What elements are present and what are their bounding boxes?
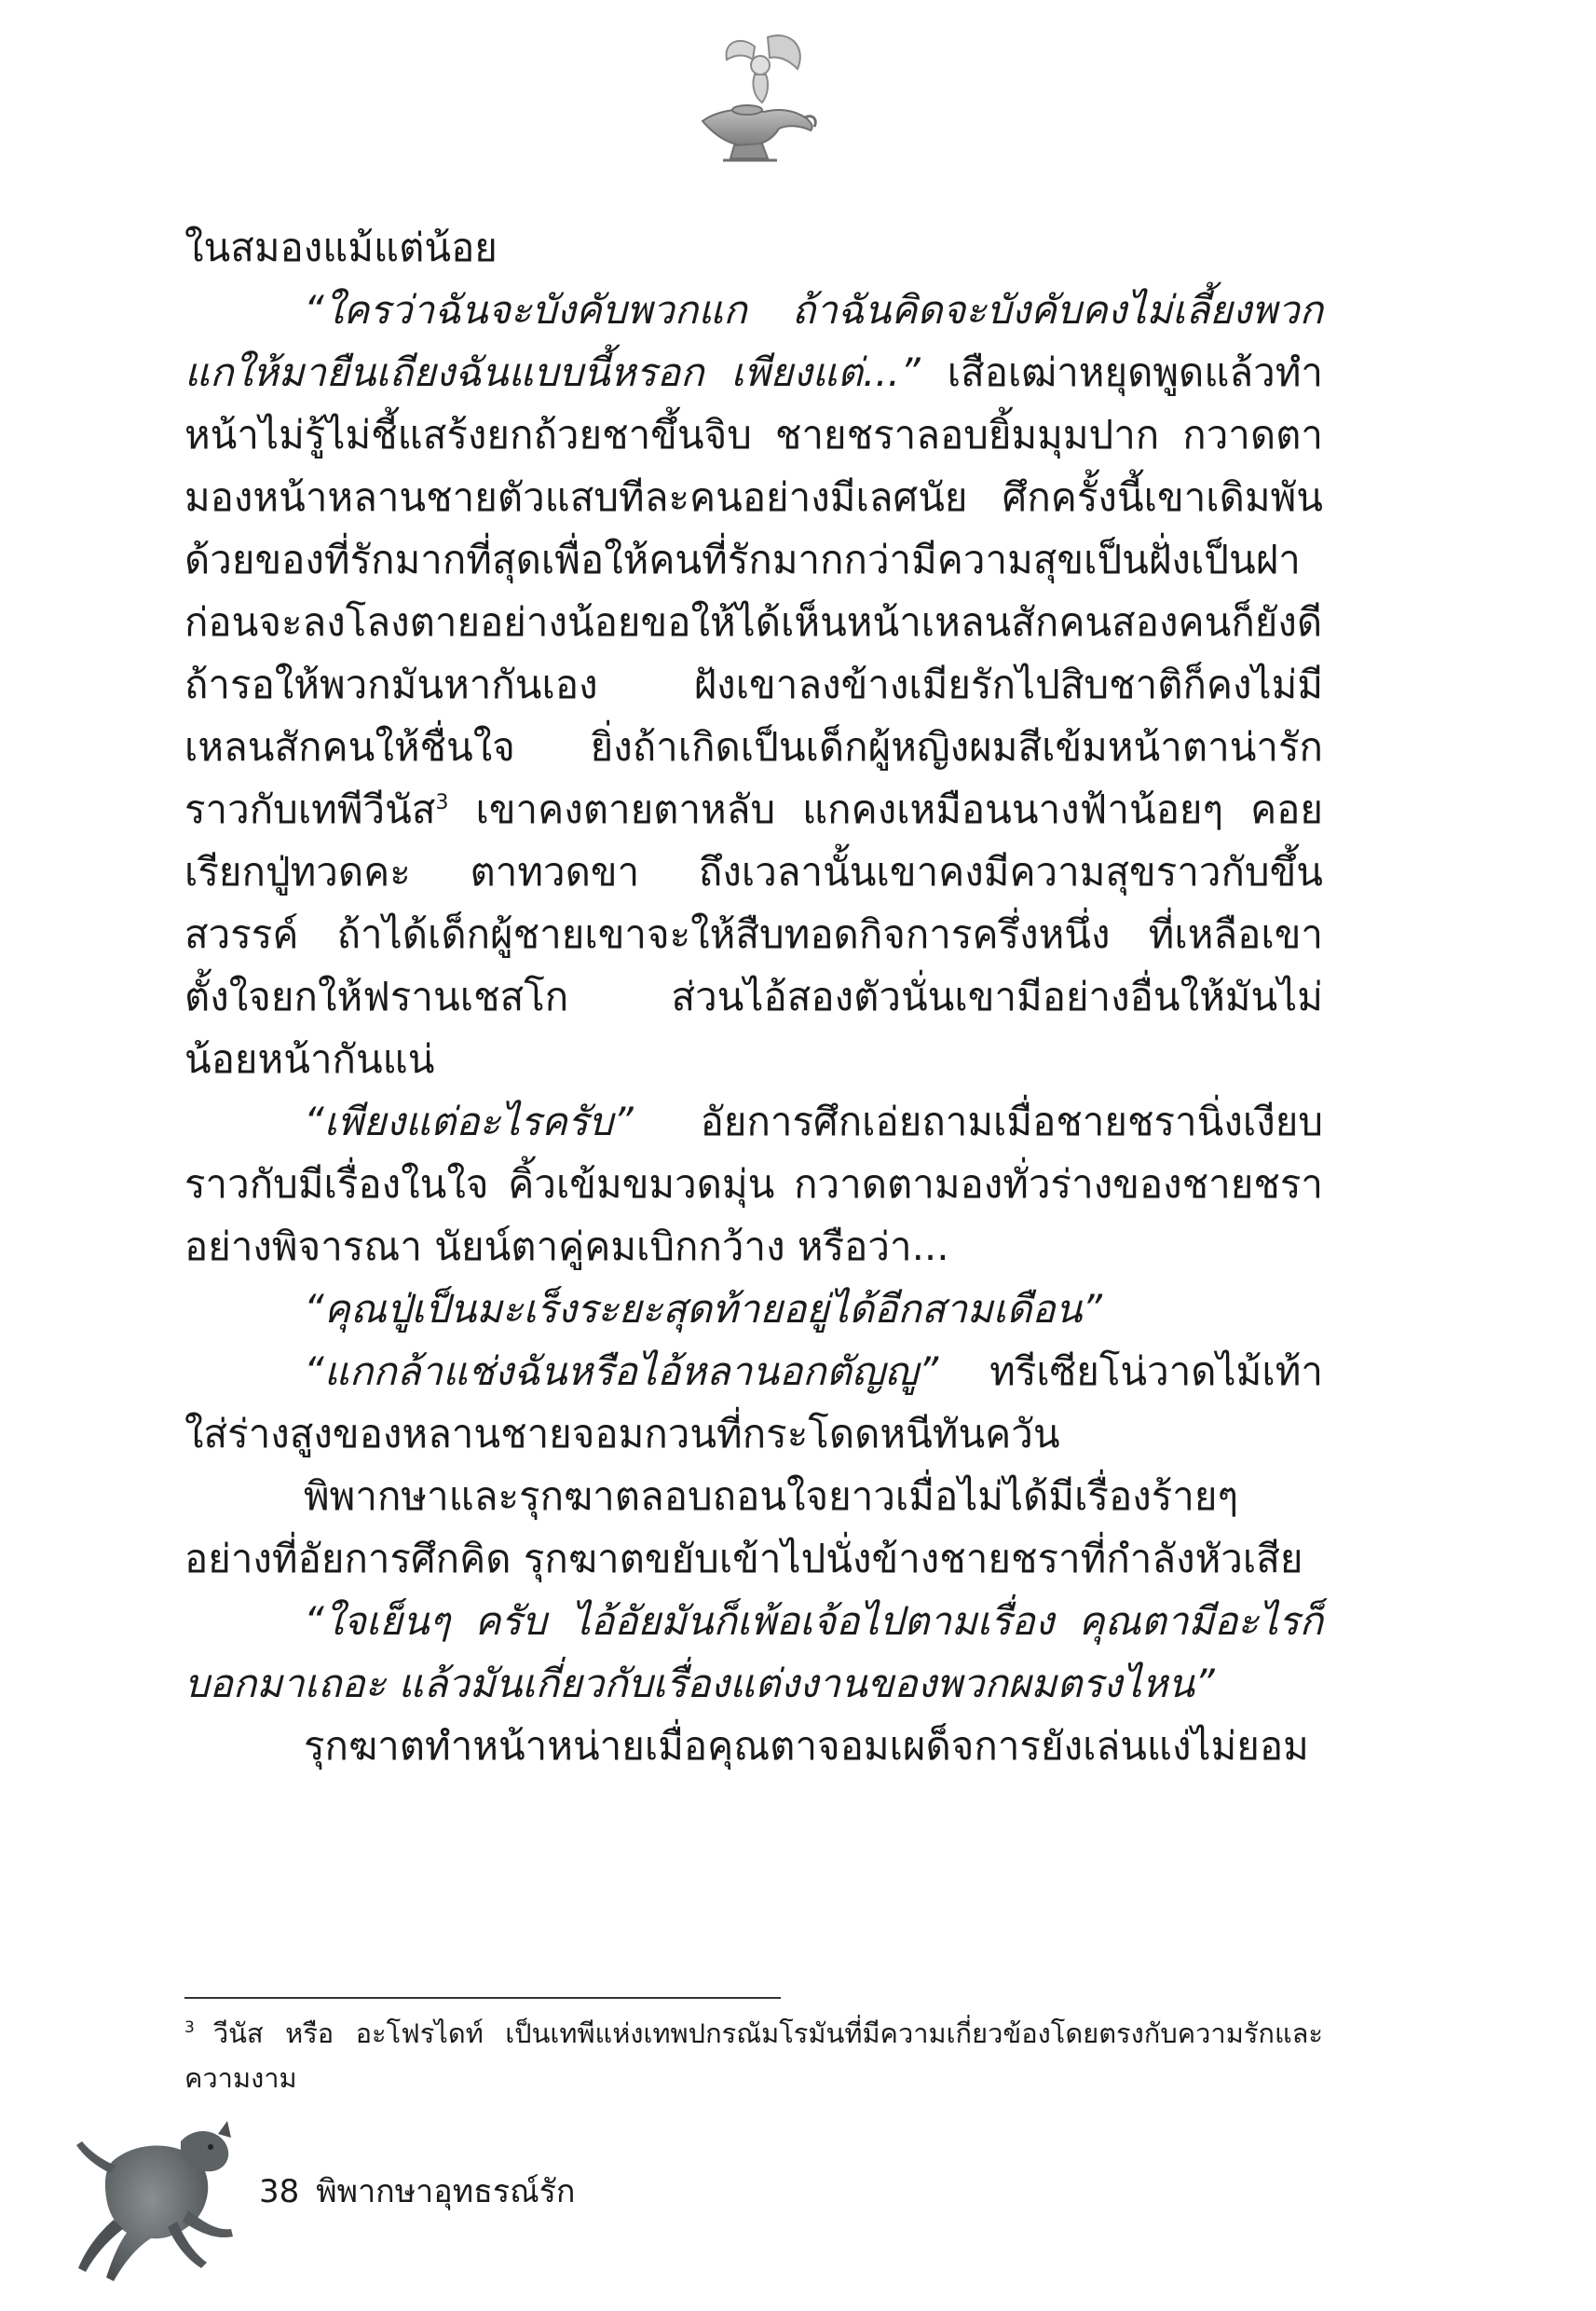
footnote-divider [184, 1997, 781, 1999]
paragraph [184, 1715, 1323, 1777]
body-text [184, 216, 1323, 1777]
dog-figure-icon [58, 2108, 244, 2294]
narrative-text: เสือเฒ่าหยุดพูดแล้วทำหน้าไม่รู้ไม่ชี้แสร้งยกถ้วยชาขึ้นจิบ ชายชราลอบยิ้มมุมปาก กวาดตามองหน้าหลานชายตัวแสบทีละคนอย่างมีเลศนัย ศึกครั้งนี้เขาเดิมพันด้วยของที่รักมากที่สุดเพื่อให้คนที่รักมากกว่ามีความสุขเป็นฝั่งเป็นฝาก่อนจะลงโลงตายอย่างน้อยขอให้ได้เห็นหน้าเหลนสักคนสองคนก็ยังดี ถ้ารอให้พวกมันหากันเอง ฝังเขาลงข้างเมียรักไปสิบชาติก็คงไม่มีเหลนสักคนให้ชื่นใจ ยิ่งถ้าเกิดเป็นเด็กผู้หญิงผมสีเข้มหน้าตาน่ารักราวกับเทพีวีนัส [184, 349, 1323, 832]
narrative-text: พิพากษาและรุกฆาตลอบถอนใจยาวเมื่อไม่ได้มีเรื่องร้ายๆ อย่างที่อัยการศึกคิด รุกฆาตขยับเข้าไปนั่งข้างชายชราที่กำลังหัวเสีย [184, 1473, 1303, 1581]
footnote-reference: 3 [435, 791, 449, 814]
paragraph [184, 1278, 1323, 1340]
footnote [184, 2011, 1323, 2100]
paragraph [184, 1590, 1323, 1715]
dialogue-text: “ใครว่าฉันจะบังคับพวกแก ถ้าฉันคิดจะบังคับคงไม่เลี้ยงพวกแกให้มายืนเถียงฉันแบบนี้หรอก เพียงแต่...” [184, 287, 1323, 395]
narrative-text: เขาคงตายตาหลับ แกคงเหมือนนางฟ้าน้อยๆ คอยเรียกปู่ทวดคะ ตาทวดขา ถึงเวลานั้นเขาคงมีความสุขราวกับขึ้นสวรรค์ ถ้าได้เด็กผู้ชายเขาจะให้สืบทอดกิจการครึ่งหนึ่ง ที่เหลือเขาตั้งใจยกให้ฟรานเชสโก ส่วนไอ้สองตัวนั่นเขามีอย่างอื่นให้มันไม่น้อยหน้ากันแน่ [184, 786, 1323, 1082]
book-title: พิพากษาอุทธรณ์รัก [316, 2173, 576, 2210]
page-number: 38 [259, 2173, 300, 2210]
page-folio [259, 2171, 576, 2212]
footnote-text: วีนัส หรือ อะโฟรไดท์ เป็นเทพีแห่งเทพปกรณัมโรมันที่มีความเกี่ยวข้องโดยตรงกับความรักและความงาม [184, 2017, 1323, 2094]
paragraph [184, 216, 1323, 279]
narrative-text: รุกฆาตทำหน้าหน่ายเมื่อคุณตาจอมเผด็จการยังเล่นแง่ไม่ยอม [304, 1723, 1309, 1769]
paragraph [184, 1340, 1323, 1465]
narrative-text: อัยการศึกเอ่ยถามเมื่อชายชรานิ่งเงียบราวกับมีเรื่องในใจ คิ้วเข้มขมวดมุ่น กวาดตามองทั่วร่างของชายชราอย่างพิจารณา นัยน์ตาคู่คมเบิกกว้าง หรือว่า... [184, 1099, 1323, 1269]
paragraph [184, 279, 1323, 1090]
dialogue-text: “เพียงแต่อะไรครับ” [304, 1099, 634, 1144]
footnote-marker: 3 [184, 2018, 195, 2038]
dialogue-text: “คุณปู่เป็นมะเร็งระยะสุดท้ายอยู่ได้อีกสามเดือน” [304, 1286, 1103, 1332]
dialogue-text: “ใจเย็นๆ ครับ ไอ้อัยมันก็เพ้อเจ้อไปตามเรื่อง คุณตามีอะไรก็บอกมาเถอะ แล้วมันเกี่ยวกับเรื่องแต่งงานของพวกผมตรงไหน” [184, 1598, 1323, 1706]
narrative-text: ทรีเซียโน่วาดไม้เท้าใส่ร่างสูงของหลานชายจอมกวนที่กระโดดหนีทันควัน [184, 1348, 1323, 1456]
paragraph [184, 1465, 1323, 1590]
lamp-ornament-icon [689, 28, 820, 168]
narrative-text: ในสมองแม้แต่น้อย [184, 225, 498, 270]
dialogue-text: “แกกล้าแช่งฉันหรือไอ้หลานอกตัญญู” [304, 1348, 939, 1394]
paragraph [184, 1090, 1323, 1278]
